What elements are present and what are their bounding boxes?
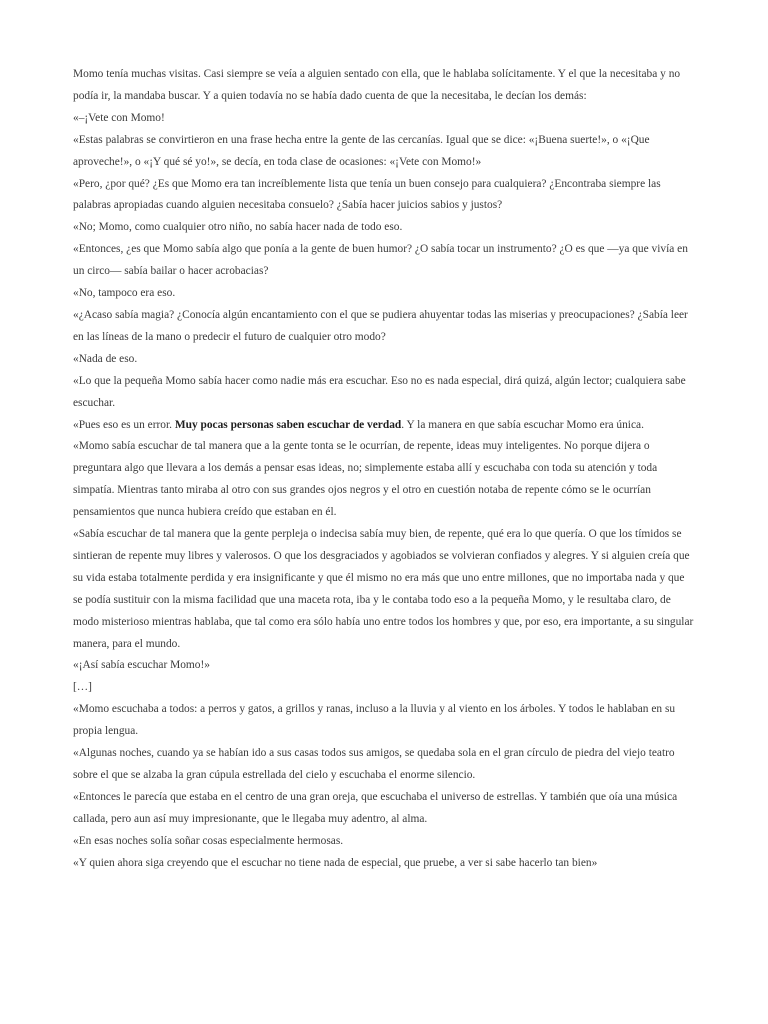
- paragraph-text: . Y la manera en que sabía escuchar Momo era única.: [401, 418, 644, 431]
- paragraph: «Entonces, ¿es que Momo sabía algo que ponía a la gente de buen humor? ¿O sabía tocar un instrumento? ¿O es que —ya que vivía en un circo— sabía bailar o hacer acrobacias?: [73, 243, 688, 278]
- paragraph: «Momo escuchaba a todos: a perros y gatos, a grillos y ranas, incluso a la lluvia y al viento en los árboles. Y todos le hablaban en su propia lengua.: [73, 703, 676, 738]
- paragraph: «Estas palabras se convirtieron en una frase hecha entre la gente de las cercanías. Igual que se dice: «¡Buena suerte!», o «¡Que aproveche!», o «¡Y qué sé yo!», se decía, en toda clase de ocasiones: «¡Vete con Momo!»: [73, 133, 650, 168]
- document-page: [73, 64, 695, 875]
- paragraph: «No, tampoco era eso.: [73, 287, 176, 300]
- paragraph-with-emphasis: [73, 415, 695, 437]
- paragraph: «Lo que la pequeña Momo sabía hacer como nadie más era escuchar. Eso no es nada especial, dirá quizá, algún lector; cualquiera sabe escuchar.: [73, 374, 686, 409]
- paragraph: «¡Así sabía escuchar Momo!»: [73, 659, 210, 672]
- paragraph: «Pero, ¿por qué? ¿Es que Momo era tan increíblemente lista que tenía un buen consejo para cualquiera? ¿Encontraba siempre las palabras apropiadas cuando alguien necesitaba consuelo? ¿Sabía hacer juicios sabios y justos?: [73, 177, 661, 212]
- paragraph: «–¡Vete con Momo!: [73, 111, 165, 124]
- paragraph: «Y quien ahora siga creyendo que el escuchar no tiene nada de especial, que pruebe, a ver si sabe hacerlo tan bien»: [73, 856, 598, 869]
- paragraph: «Sabía escuchar de tal manera que la gente perpleja o indecisa sabía muy bien, de repente, qué era lo que quería. O que los tímidos se sintieran de repente muy libres y valerosos. O que los desgraciados y agobiados se volvieran confiados y alegres. Y si alguien creía que su vida estaba totalmente perdida y era insignificante y que él mismo no era más que uno entre millones, que no importaba nada y que se podía sustituir con la misma facilidad que una maceta rota, iba y le contaba todo eso a la pequeña Momo, y le resultaba claro, de modo misterioso mientras hablaba, que tal como era sólo había uno entre todos los hombres y que, por eso, era importante, a su singular manera, para el mundo.: [73, 528, 694, 650]
- paragraph: «Algunas noches, cuando ya se habían ido a sus casas todos sus amigos, se quedaba sola en el gran círculo de piedra del viejo teatro sobre el que se alzaba la gran cúpula estrellada del cielo y escuchaba el enorme silencio.: [73, 747, 675, 781]
- ellipsis-marker: […]: [73, 681, 92, 694]
- paragraph: «Entonces le parecía que estaba en el centro de una gran oreja, que escuchaba el universo de estrellas. Y también que oía una música callada, pero aun así muy impresionante, que le llegaba muy adentro, al alma.: [73, 790, 678, 825]
- paragraph: «¿Acaso sabía magia? ¿Conocía algún encantamiento con el que se pudiera ahuyentar todas las miserias y preocupaciones? ¿Sabía leer en las líneas de la mano o predecir el futuro de cualquier otro modo?: [73, 308, 688, 343]
- paragraph: «Nada de eso.: [73, 352, 138, 365]
- paragraph-text: «Pues eso es un error.: [73, 418, 175, 431]
- paragraph: «En esas noches solía soñar cosas especialmente hermosas.: [73, 834, 344, 847]
- emphasis-text: Muy pocas personas saben escuchar de verdad: [174, 418, 402, 431]
- paragraph: «No; Momo, como cualquier otro niño, no sabía hacer nada de todo eso.: [73, 221, 403, 234]
- paragraph: Momo tenía muchas visitas. Casi siempre se veía a alguien sentado con ella, que le hablaba solícitamente. Y el que la necesitaba y no podía ir, la mandaba buscar. Y a quien todavía no se había dado cuenta de que la necesitaba, le decían los demás:: [73, 68, 681, 102]
- paragraph: «Momo sabía escuchar de tal manera que a la gente tonta se le ocurrían, de repente, ideas muy inteligentes. No porque dijera o preguntara algo que llevara a los demás a pensar esas ideas, no; simplemente estaba allí y escuchaba con toda su atención y toda simpatía. Mientras tanto miraba al otro con sus grandes ojos negros y el otro en cuestión notaba de repente cómo se le ocurrían pensamientos que nunca hubiera creído que estaban en él.: [73, 440, 658, 519]
